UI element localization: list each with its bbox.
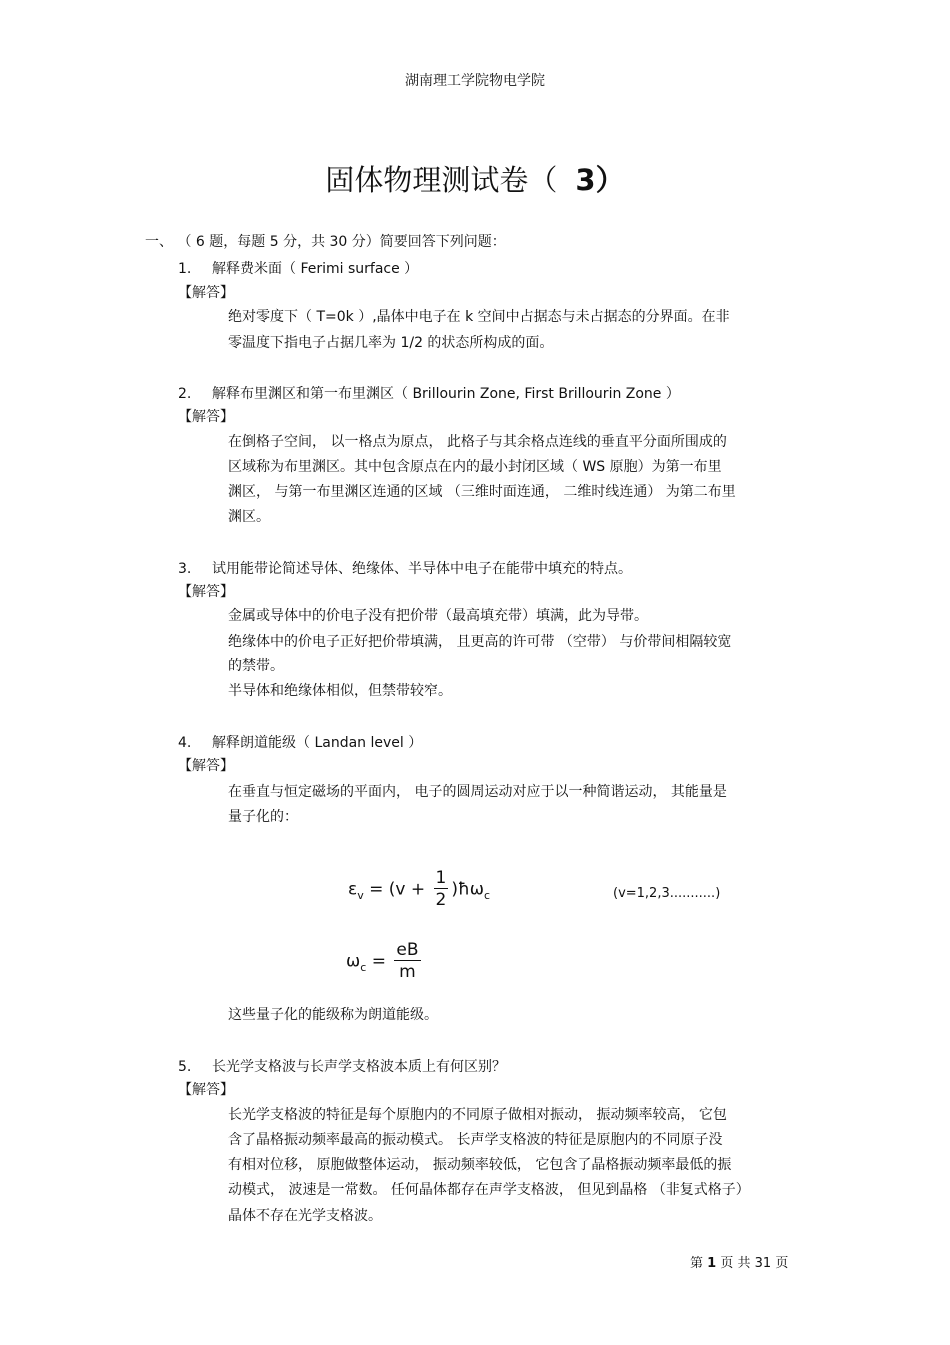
answer-line: 在倒格子空间， 以一格点为原点， 此格子与其余格点连线的垂直平分面所围成的 <box>228 434 727 450</box>
question-text: 解释费米面（ Ferimi surface ） <box>212 261 419 277</box>
question-text: 长光学支格波与长声学支格波本质上有何区别？ <box>212 1059 506 1075</box>
formula-eq-open: = (v + <box>369 879 426 900</box>
subscript-v: v <box>357 888 364 902</box>
answer-line: 这些量子化的能级称为朗道能级。 <box>228 1007 438 1023</box>
landau-energy-formula <box>348 868 490 911</box>
total-pages: 31 <box>754 1256 772 1271</box>
question-number: 3. <box>178 561 192 577</box>
formula-equals: = <box>371 951 386 972</box>
fraction-numerator: 1 <box>435 868 447 888</box>
answer-line: 的禁带。 <box>228 658 284 674</box>
answer-line: 量子化的： <box>228 809 298 825</box>
answer-line: 有相对位移， 原胞做整体运动， 振动频率较低， 它包含了晶格振动频率最低的振 <box>228 1157 732 1173</box>
question-number: 1. <box>178 261 192 277</box>
fraction-numerator: eB <box>396 940 419 960</box>
question-3 <box>178 559 632 579</box>
question-1 <box>178 259 418 279</box>
answer-line: 渊区， 与第一布里渊区连通的区域 （三维时面连通， 二维时线连通） 为第二布里 <box>228 484 736 500</box>
answer-line: 长光学支格波的特征是每个原胞内的不同原子做相对振动， 振动频率较高， 它包 <box>228 1107 727 1123</box>
answer-line: 晶体不存在光学支格波。 <box>228 1208 382 1224</box>
answer-line: 渊区。 <box>228 509 270 525</box>
fraction-denominator: 2 <box>435 890 447 910</box>
question-number: 2. <box>178 386 192 402</box>
page-number: 1 <box>707 1256 717 1271</box>
answer-label: 【解答】 <box>178 584 234 600</box>
footer-prefix: 第 <box>690 1256 704 1271</box>
question-text: 解释朗道能级（ Landan level ） <box>212 735 423 751</box>
subscript-c: c <box>484 888 491 902</box>
epsilon-symbol: ε <box>348 879 358 900</box>
question-text: 试用能带论简述导体、绝缘体、半导体中电子在能带中填充的特点。 <box>212 561 632 577</box>
footer-middle: 页 共 <box>720 1256 751 1271</box>
subscript-c: c <box>360 960 367 974</box>
question-text: 解释布里渊区和第一布里渊区（ Brillourin Zone, First Brillourin Zone ） <box>212 386 680 402</box>
cyclotron-frequency-formula <box>346 940 424 983</box>
question-2 <box>178 384 680 404</box>
formula-hbar-omega: )ħω <box>451 879 485 900</box>
answer-line: 零温度下指电子占据几率为 1/2 的状态所构成的面。 <box>228 335 554 351</box>
omega-symbol: ω <box>346 951 361 972</box>
answer-line: 半导体和绝缘体相似，但禁带较窄。 <box>228 683 452 699</box>
answer-line: 绝缘体中的价电子正好把价带填满， 且更高的许可带 （空带） 与价带间相隔较宽 <box>228 634 732 650</box>
page-title <box>0 158 950 199</box>
answer-label: 【解答】 <box>178 409 234 425</box>
answer-line: 金属或导体中的价电子没有把价带（最高填充带）填满，此为导带。 <box>228 608 648 624</box>
answer-line: 含了晶格振动频率最高的振动模式。 长声学支格波的特征是原胞内的不同原子没 <box>228 1132 723 1148</box>
answer-label: 【解答】 <box>178 1082 234 1098</box>
answer-line: 在垂直与恒定磁场的平面内， 电子的圆周运动对应于以一种简谐运动， 其能量是 <box>228 784 727 800</box>
question-number: 4. <box>178 735 192 751</box>
section-heading: 一、 （ 6 题，每题 5 分，共 30 分）简要回答下列问题： <box>145 234 506 250</box>
question-number: 5. <box>178 1059 192 1075</box>
footer-suffix: 页 <box>775 1256 789 1271</box>
title-text: 固体物理测试卷（ <box>325 163 558 197</box>
answer-line: 绝对零度下（ T=0k ）,晶体中电子在 k 空间中占据态与未占据态的分界面。在非 <box>228 309 730 325</box>
answer-line: 动模式， 波速是一常数。 任何晶体都存在声学支格波， 但见到晶格 （非复式格子） <box>228 1182 750 1198</box>
fraction-eB-m <box>394 940 420 983</box>
fraction-half <box>434 868 449 911</box>
page-footer <box>690 1252 788 1271</box>
question-4 <box>178 733 422 753</box>
fraction-denominator: m <box>399 962 416 982</box>
formula-range: (v=1,2,3...........) <box>613 886 721 901</box>
question-5 <box>178 1057 506 1077</box>
answer-line: 区域称为布里渊区。其中包含原点在内的最小封闭区域（ WS 原胞）为第一布里 <box>228 459 722 475</box>
answer-label: 【解答】 <box>178 285 234 301</box>
page-header: 湖南理工学院物电学院 <box>405 73 545 89</box>
title-number: 3） <box>575 163 625 197</box>
answer-label: 【解答】 <box>178 758 234 774</box>
